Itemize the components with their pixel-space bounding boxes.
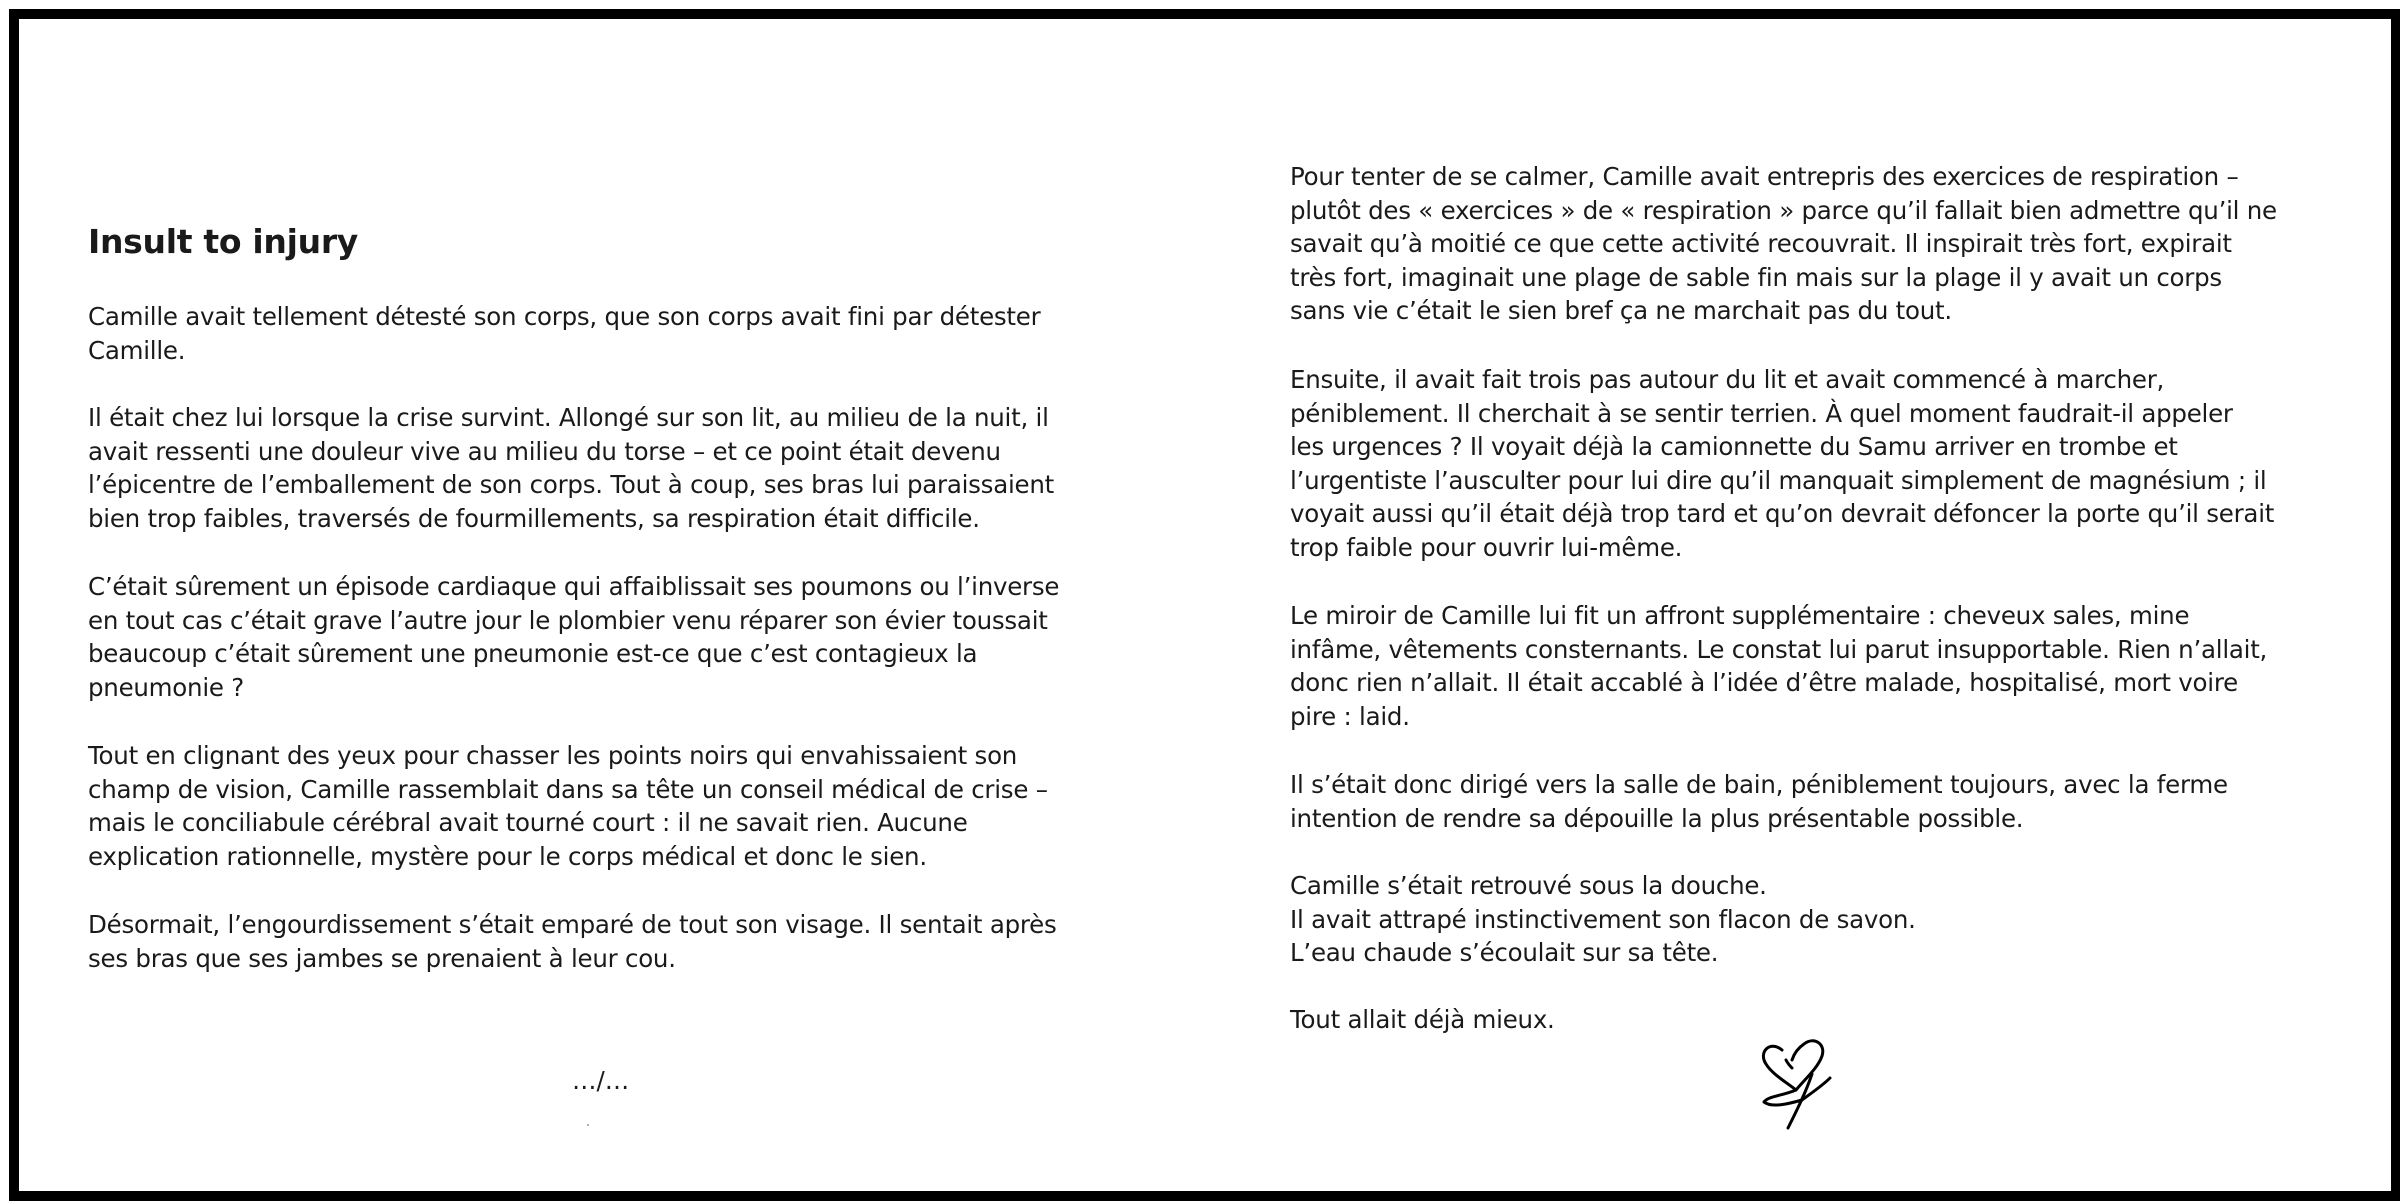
left-paragraph-5 bbox=[88, 908, 1057, 975]
text-line: très fort, imaginait une plage de sable fin mais sur la plage il y avait un corps bbox=[1290, 262, 2222, 292]
text-line: intention de rendre sa dépouille la plus présentable possible. bbox=[1290, 803, 2024, 833]
text-line: Pour tenter de se calmer, Camille avait entrepris des exercices de respiration – bbox=[1290, 162, 2239, 191]
text-line: Camille s’était retrouvé sous la douche. bbox=[1290, 871, 1767, 900]
text-line: voyait aussi qu’il était déjà trop tard et qu’on devrait défoncer la porte qu’il serait bbox=[1290, 499, 2275, 528]
right-paragraph-4 bbox=[1290, 768, 2228, 835]
text-line: champ de vision, Camille rassemblait dans sa tête un conseil médical de crise – bbox=[88, 774, 1048, 804]
signature-icon bbox=[1752, 1030, 1842, 1130]
text-line: savait qu’à moitié ce que cette activité recouvrait. Il inspirait très fort, expirait bbox=[1290, 229, 2232, 258]
right-paragraph-2 bbox=[1290, 363, 2274, 564]
right-paragraph-5 bbox=[1290, 869, 1916, 970]
text-line: Il avait attrapé instinctivement son flacon de savon. bbox=[1290, 904, 1916, 934]
text-line: sans vie c’était le sien bref ça ne marchait pas du tout. bbox=[1290, 296, 1952, 325]
left-paragraph-3 bbox=[88, 570, 1059, 704]
text-line: avait ressenti une douleur vive au milieu du torse – et ce point était devenu bbox=[88, 436, 1001, 466]
text-line: mais le conciliabule cérébral avait tourné court : il ne savait rien. Aucune bbox=[88, 808, 968, 837]
text-line: Camille avait tellement détesté son corps, que son corps avait fini par détester bbox=[88, 302, 1041, 331]
story-title: Insult to injury bbox=[88, 222, 359, 261]
text-line: infâme, vêtements consternants. Le constat lui parut insupportable. Rien n’allait, bbox=[1290, 634, 2268, 664]
text-line: Désormait, l’engourdissement s’était emparé de tout son visage. Il sentait après bbox=[88, 910, 1057, 939]
right-paragraph-3 bbox=[1290, 599, 2267, 733]
left-paragraph-4 bbox=[88, 739, 1048, 873]
text-line: l’urgentiste l’ausculter pour lui dire qu’il manquait simplement de magnésium ; il bbox=[1290, 465, 2267, 495]
text-line: plutôt des « exercices » de « respiration » parce qu’il fallait bien admettre qu’il ne bbox=[1290, 195, 2277, 225]
text-line: péniblement. Il cherchait à se sentir terrien. À quel moment faudrait-il appeler bbox=[1290, 398, 2233, 428]
text-line: en tout cas c’était grave l’autre jour le plombier venu réparer son évier toussait bbox=[88, 605, 1048, 635]
right-paragraph-1 bbox=[1290, 160, 2277, 328]
text-line: Camille. bbox=[88, 335, 186, 365]
text-line: Ensuite, il avait fait trois pas autour du lit et avait commencé à marcher, bbox=[1290, 365, 2165, 394]
text-line: trop faible pour ouvrir lui-même. bbox=[1290, 532, 1683, 562]
text-line: pire : laid. bbox=[1290, 701, 1410, 731]
text-line: L’eau chaude s’écoulait sur sa tête. bbox=[1290, 938, 1719, 967]
text-line: ses bras que ses jambes se prenaient à leur cou. bbox=[88, 943, 676, 973]
text-line: Le miroir de Camille lui fit un affront supplémentaire : cheveux sales, mine bbox=[1290, 601, 2190, 630]
text-line: explication rationnelle, mystère pour le corps médical et donc le sien. bbox=[88, 841, 927, 871]
text-line: Tout allait déjà mieux. bbox=[1290, 1005, 1555, 1034]
text-line: Il s’était donc dirigé vers la salle de bain, péniblement toujours, avec la ferme bbox=[1290, 770, 2228, 799]
text-line: l’épicentre de l’emballement de son corps. Tout à coup, ses bras lui paraissaient bbox=[88, 470, 1054, 499]
text-line: bien trop faibles, traversés de fourmillements, sa respiration était difficile. bbox=[88, 503, 980, 533]
text-line: C’était sûrement un épisode cardiaque qui affaiblissait ses poumons ou l’inverse bbox=[88, 572, 1060, 601]
left-paragraph-1 bbox=[88, 300, 1040, 367]
text-line: Tout en clignant des yeux pour chasser les points noirs qui envahissaient son bbox=[88, 741, 1018, 770]
left-paragraph-2 bbox=[88, 401, 1054, 535]
stray-dot bbox=[587, 1124, 589, 1126]
text-line: donc rien n’allait. Il était accablé à l’idée d’être malade, hospitalisé, mort voire bbox=[1290, 668, 2238, 697]
right-paragraph-6 bbox=[1290, 1003, 1555, 1037]
text-line: les urgences ? Il voyait déjà la camionnette du Samu arriver en trombe et bbox=[1290, 432, 2178, 461]
text-line: beaucoup c’était sûrement une pneumonie est-ce que c’est contagieux la bbox=[88, 639, 978, 668]
text-line: Il était chez lui lorsque la crise survint. Allongé sur son lit, au milieu de la nuit, il bbox=[88, 403, 1049, 432]
text-line: pneumonie ? bbox=[88, 672, 244, 702]
continuation-mark: …/… bbox=[572, 1066, 630, 1095]
